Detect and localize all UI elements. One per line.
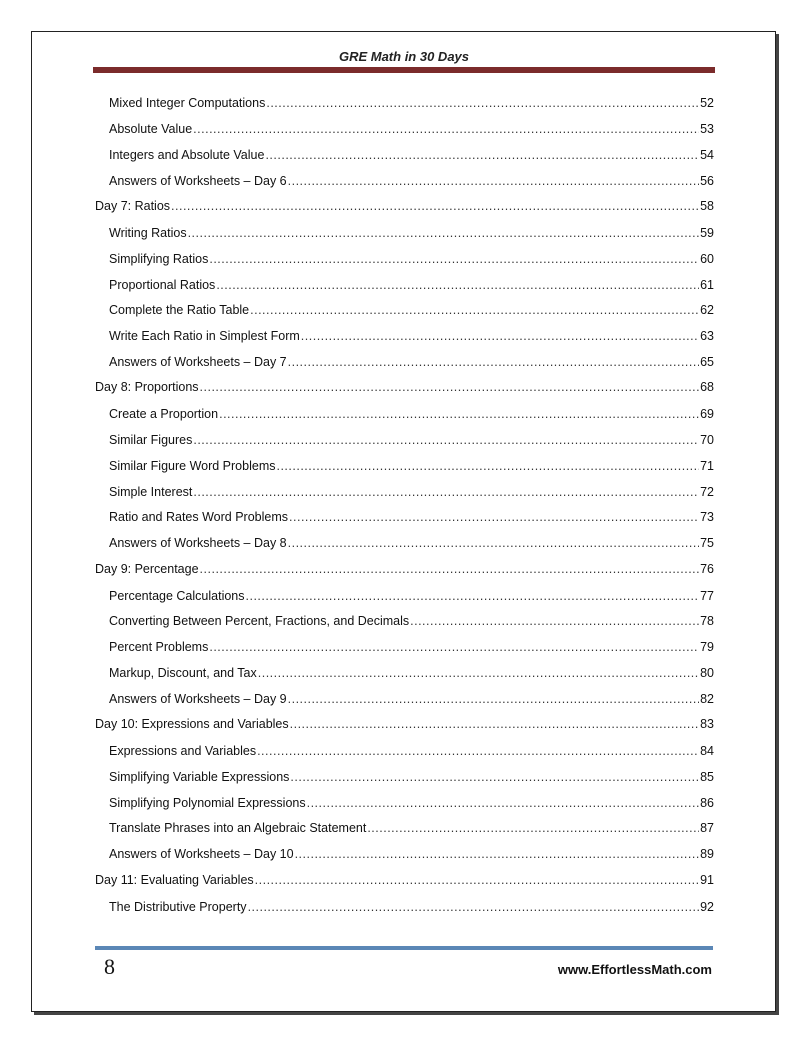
toc-entry-page-number: 92 <box>700 900 714 914</box>
toc-entry-label: Answers of Worksheets – Day 10 <box>109 847 294 861</box>
toc-entry-label: The Distributive Property <box>109 900 247 914</box>
toc-dot-leader <box>171 197 699 215</box>
toc-chapter-entry[interactable] <box>95 560 714 578</box>
toc-dot-leader <box>193 431 699 449</box>
toc-section-entry[interactable] <box>109 431 714 449</box>
toc-section-entry[interactable] <box>109 508 714 526</box>
toc-entry-label: Absolute Value <box>109 122 193 136</box>
toc-entry-label: Simplifying Variable Expressions <box>109 770 290 784</box>
toc-entry-page-number: 54 <box>700 148 714 162</box>
toc-dot-leader <box>193 120 699 138</box>
toc-dot-leader <box>288 690 699 708</box>
toc-dot-leader <box>266 94 699 112</box>
toc-entry-page-number: 78 <box>700 614 714 628</box>
toc-entry-page-number: 83 <box>700 717 714 731</box>
toc-dot-leader <box>290 768 699 786</box>
toc-section-entry[interactable] <box>109 224 714 242</box>
toc-section-entry[interactable] <box>109 664 714 682</box>
toc-entry-label: Complete the Ratio Table <box>109 303 250 317</box>
toc-entry-page-number: 73 <box>700 510 714 524</box>
toc-entry-page-number: 86 <box>700 796 714 810</box>
toc-section-entry[interactable] <box>109 742 714 760</box>
toc-dot-leader <box>289 508 699 526</box>
toc-entry-page-number: 82 <box>700 692 714 706</box>
toc-dot-leader <box>188 224 700 242</box>
toc-dot-leader <box>410 612 699 630</box>
toc-dot-leader <box>265 146 699 164</box>
toc-dot-leader <box>248 898 700 916</box>
toc-dot-leader <box>307 794 699 812</box>
toc-entry-page-number: 75 <box>700 536 714 550</box>
toc-dot-leader <box>258 664 699 682</box>
toc-entry-page-number: 84 <box>700 744 714 758</box>
toc-section-entry[interactable] <box>109 353 714 371</box>
toc-entry-page-number: 52 <box>700 96 714 110</box>
running-header-title: GRE Math in 30 Days <box>338 49 470 64</box>
toc-entry-label: Translate Phrases into an Algebraic Statement <box>109 821 367 835</box>
toc-entry-label: Answers of Worksheets – Day 9 <box>109 692 287 706</box>
toc-section-entry[interactable] <box>109 612 714 630</box>
toc-entry-page-number: 89 <box>700 847 714 861</box>
toc-dot-leader <box>209 250 699 268</box>
toc-dot-leader <box>209 638 699 656</box>
toc-entry-label: Markup, Discount, and Tax <box>109 666 257 680</box>
toc-entry-label: Simplifying Ratios <box>109 252 209 266</box>
toc-dot-leader <box>250 301 699 319</box>
toc-section-entry[interactable] <box>109 146 714 164</box>
toc-section-entry[interactable] <box>109 845 714 863</box>
toc-entry-label: Day 10: Expressions and Variables <box>95 717 289 731</box>
toc-entry-label: Day 9: Percentage <box>95 562 199 576</box>
toc-section-entry[interactable] <box>109 587 714 605</box>
toc-section-entry[interactable] <box>109 819 714 837</box>
toc-chapter-entry[interactable] <box>95 715 714 733</box>
toc-entry-label: Similar Figure Word Problems <box>109 459 276 473</box>
toc-section-entry[interactable] <box>109 483 714 501</box>
toc-dot-leader <box>255 871 699 889</box>
toc-entry-label: Answers of Worksheets – Day 7 <box>109 355 287 369</box>
toc-entry-label: Write Each Ratio in Simplest Form <box>109 329 300 343</box>
toc-chapter-entry[interactable] <box>95 871 714 889</box>
toc-entry-label: Answers of Worksheets – Day 6 <box>109 174 287 188</box>
toc-entry-page-number: 59 <box>700 226 714 240</box>
toc-section-entry[interactable] <box>109 301 714 319</box>
toc-entry-label: Mixed Integer Computations <box>109 96 266 110</box>
toc-dot-leader <box>257 742 699 760</box>
toc-section-entry[interactable] <box>109 768 714 786</box>
toc-entry-label: Percent Problems <box>109 640 209 654</box>
toc-section-entry[interactable] <box>109 794 714 812</box>
toc-entry-label: Proportional Ratios <box>109 278 216 292</box>
toc-entry-label: Writing Ratios <box>109 226 187 240</box>
toc-entry-page-number: 76 <box>700 562 714 576</box>
toc-dot-leader <box>216 276 699 294</box>
footer-rule <box>95 946 713 950</box>
toc-entry-label: Day 8: Proportions <box>95 380 199 394</box>
toc-entry-label: Ratio and Rates Word Problems <box>109 510 289 524</box>
toc-entry-label: Converting Between Percent, Fractions, and Decimals <box>109 614 410 628</box>
toc-entry-page-number: 77 <box>700 589 714 603</box>
toc-entry-page-number: 91 <box>700 873 714 887</box>
toc-dot-leader <box>219 405 699 423</box>
toc-section-entry[interactable] <box>109 276 714 294</box>
toc-entry-page-number: 56 <box>700 174 714 188</box>
toc-section-entry[interactable] <box>109 638 714 656</box>
toc-dot-leader <box>290 715 699 733</box>
toc-dot-leader <box>288 534 699 552</box>
toc-section-entry[interactable] <box>109 457 714 475</box>
toc-entry-label: Day 7: Ratios <box>95 199 171 213</box>
toc-entry-label: Create a Proportion <box>109 407 219 421</box>
toc-entry-page-number: 71 <box>700 459 714 473</box>
toc-section-entry[interactable] <box>109 898 714 916</box>
toc-entry-page-number: 68 <box>700 380 714 394</box>
toc-entry-label: Integers and Absolute Value <box>109 148 265 162</box>
toc-entry-page-number: 58 <box>700 199 714 213</box>
toc-entry-label: Similar Figures <box>109 433 193 447</box>
toc-section-entry[interactable] <box>109 94 714 112</box>
toc-entry-label: Simple Interest <box>109 485 193 499</box>
toc-entry-label: Day 11: Evaluating Variables <box>95 873 254 887</box>
toc-entry-page-number: 79 <box>700 640 714 654</box>
toc-entry-page-number: 63 <box>700 329 714 343</box>
toc-entry-label: Percentage Calculations <box>109 589 245 603</box>
toc-dot-leader <box>193 483 699 501</box>
toc-dot-leader <box>200 560 700 578</box>
toc-entry-label: Answers of Worksheets – Day 8 <box>109 536 287 550</box>
toc-section-entry[interactable] <box>109 327 714 345</box>
toc-dot-leader <box>367 819 699 837</box>
page-number: 8 <box>104 954 115 979</box>
toc-section-entry[interactable] <box>109 120 714 138</box>
toc-entry-page-number: 85 <box>700 770 714 784</box>
toc-section-entry[interactable] <box>109 690 714 708</box>
toc-entry-label: Simplifying Polynomial Expressions <box>109 796 306 810</box>
toc-entry-page-number: 72 <box>700 485 714 499</box>
toc-entry-page-number: 65 <box>700 355 714 369</box>
toc-entry-page-number: 70 <box>700 433 714 447</box>
toc-chapter-entry[interactable] <box>95 197 714 215</box>
toc-entry-page-number: 80 <box>700 666 714 680</box>
toc-dot-leader <box>301 327 699 345</box>
toc-entry-page-number: 87 <box>700 821 714 835</box>
toc-section-entry[interactable] <box>109 534 714 552</box>
toc-entry-page-number: 61 <box>700 278 714 292</box>
toc-entry-page-number: 60 <box>700 252 714 266</box>
toc-dot-leader <box>295 845 700 863</box>
toc-section-entry[interactable] <box>109 405 714 423</box>
toc-dot-leader <box>288 353 699 371</box>
toc-chapter-entry[interactable] <box>95 378 714 396</box>
toc-entry-page-number: 62 <box>700 303 714 317</box>
toc-section-entry[interactable] <box>109 172 714 190</box>
toc-entry-page-number: 69 <box>700 407 714 421</box>
toc-entry-page-number: 53 <box>700 122 714 136</box>
toc-section-entry[interactable] <box>109 250 714 268</box>
toc-entry-label: Expressions and Variables <box>109 744 257 758</box>
website-url: www.EffortlessMath.com <box>557 962 712 977</box>
toc-dot-leader <box>288 172 699 190</box>
toc-dot-leader <box>276 457 699 475</box>
toc-dot-leader <box>200 378 700 396</box>
toc-dot-leader <box>246 587 700 605</box>
